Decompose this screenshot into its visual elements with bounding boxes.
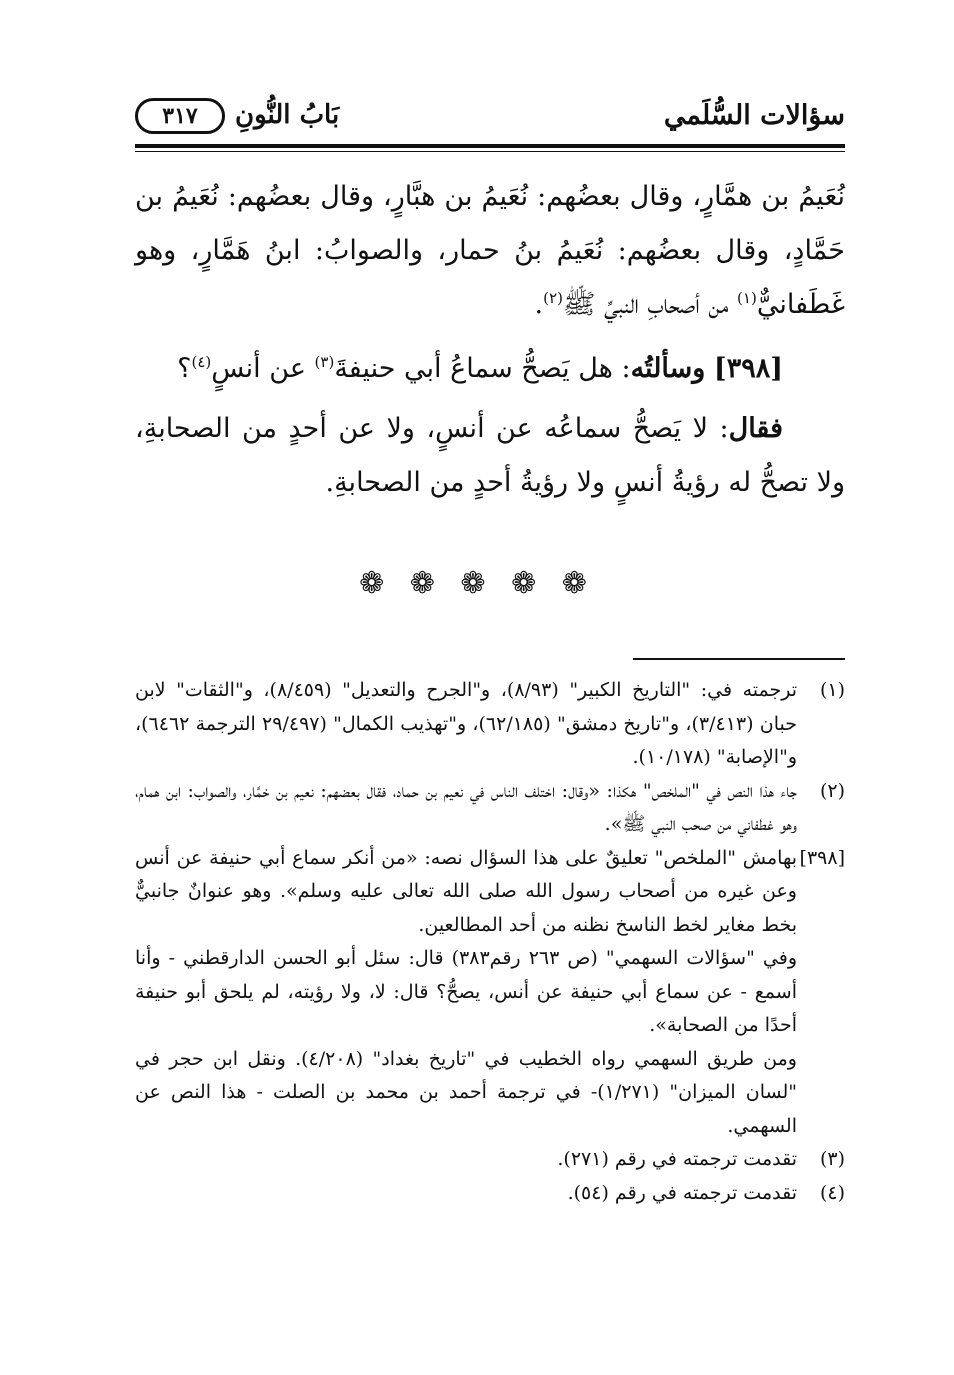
footnote-ref-2[interactable]: (٢) <box>543 289 563 307</box>
footnote-number: (١) <box>819 679 845 701</box>
footnote-1 <box>135 674 845 775</box>
footnote-text: وفي "سؤالات السهمي" (ص ٢٦٣ رقم٣٨٣) قال: سئل أبو الحسن الدارقطني - وأنا أسمع - عن سماع أبي حنيفة عن أنس، يصحُّ؟ قال: لا، ولا رؤيته، لم يلحق أبو حنيفة أحدًا من الصحابة». <box>135 947 797 1036</box>
footnote-3 <box>135 1143 845 1177</box>
footnote-text: تقدمت ترجمته في رقم (٢٧١). <box>557 1148 797 1170</box>
footnote-number: [٣٩٨] <box>799 846 845 869</box>
page-header <box>135 96 845 140</box>
footnote-398 <box>135 842 845 1144</box>
footnote-text: جاء هذا النص في "الملخص" هكذا: «وقال: اختلف الناس في نعيم بن حماد، فقال بعضهم: نعيم بن خمَّار، والصواب: ابن همام، وهو غطفاني من صحب النبي ﷺ». <box>135 779 797 835</box>
chapter-title: بَابُ النُّونِ <box>235 100 340 130</box>
footnote-2 <box>135 775 845 842</box>
footnote-text: ترجمته في: "التاريخ الكبير" (٨/٩٣)، و"الجرح والتعديل" (٨/٤٥٩)، و"الثقات" لابن حبان (٣/٤١٣)، و"تاريخ دمشق" (٦٢/١٨٥)، و"تهذيب الكمال" (٢٩/٤٩٧ الترجمة ٦٤٦٢)، و"الإصابة" (١٠/١٧٨). <box>135 679 797 768</box>
footnote-text: ومن طريق السهمي رواه الخطيب في "تاريخ بغداد" (٤/٢٠٨). ونقل ابن حجر في "لسان الميزان" (١/٢٧١)- في ترجمة أحمد بن محمد بن الصلت - هذا النص عن السهمي. <box>135 1047 797 1137</box>
footnote-ref-3[interactable]: (٣) <box>314 353 335 371</box>
question-paragraph: [٣٩٨] وسألتُه: هل يَصحُّ سماعُ أبي حنيفةَ$^{(٣)}$ عن أنسٍ$^{(٤)}$؟ <box>177 353 783 384</box>
main-text <box>135 170 845 510</box>
question-number: [٣٩٨] <box>713 353 783 384</box>
footnote-text: تقدمت ترجمته في رقم (٥٤). <box>567 1181 797 1204</box>
section-divider-ornaments: ❁ ❁ ❁ ❁ ❁ <box>359 566 595 601</box>
answer-paragraph: فقال: لا يَصحُّ سماعُه عن أنسٍ، ولا عن أحدٍ من الصحابةِ، ولا تصحُّ له رؤيةُ أنسٍ ولا رؤيةُ أحدٍ من الصحابةِ. <box>135 413 845 498</box>
header-rule-thin <box>135 151 845 152</box>
footnote-separator <box>633 658 845 660</box>
footnote-4 <box>135 1177 845 1211</box>
header-rule-thick <box>135 144 845 148</box>
footnote-ref-4[interactable]: (٤) <box>191 353 212 371</box>
footnote-number: (٤) <box>819 1181 845 1204</box>
paragraph-intro: نُعَيمُ بن همَّارٍ، وقال بعضُهم: نُعَيمُ بن هبَّارٍ، وقال بعضُهم: نُعَيمُ بن حَمَّادٍ، وقال بعضُهم: نُعَيمُ بنُ حمار، والصوابُ: ابنُ هَمَّارٍ، وهو غَطَفانيٌّ$^{(١)}$ من أصحابِ النبيِّ ﷺ$^{(٢)}$. <box>135 181 845 320</box>
footnote-number: (٢) <box>819 779 845 802</box>
answer-label: فقال <box>728 413 783 444</box>
footnote-ref-1[interactable]: (١) <box>737 289 757 307</box>
footnote-text: بهامش "الملخص" تعليقٌ على هذا السؤال نصه: «من أنكر سماع أبي حنيفة عن أنس وعن غيره من أصحاب رسول الله صلى الله تعالى عليه وسلم». وهو عنوانٌ جانبيٌّ بخط مغاير لخط الناسخ نظنه من أحد المطالعين. <box>135 846 797 936</box>
footnote-number: (٣) <box>819 1148 845 1170</box>
question-label: وسألتُه <box>630 353 706 384</box>
footnotes <box>135 674 845 1210</box>
book-title: سؤالات السُّلَمي <box>663 100 845 131</box>
page-number: ٣١٧ <box>135 98 225 134</box>
